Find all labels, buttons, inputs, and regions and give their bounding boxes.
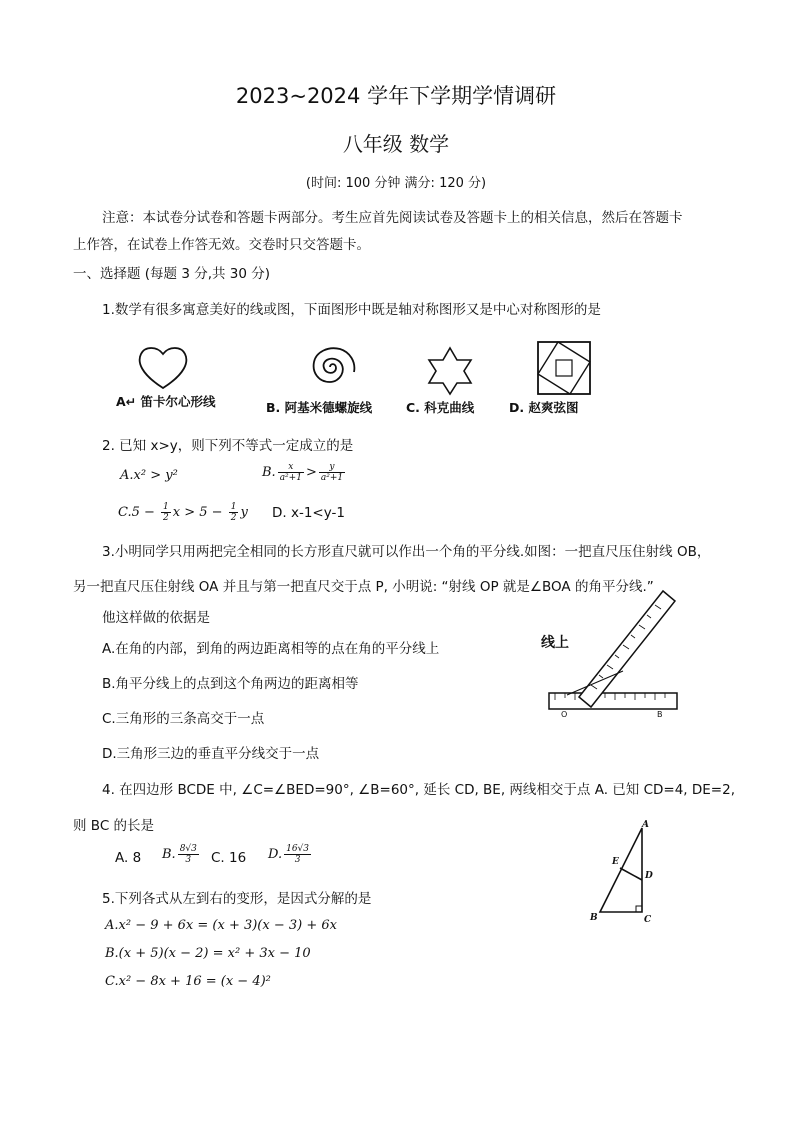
q4-option-c: C. 16: [211, 850, 247, 866]
q3-line-2: 另一把直尺压住射线 OA 并且与第一把直尺交于点 P, 小明说: “射线 OP 就是∠BOA 的角平分线.”: [73, 579, 654, 595]
section-heading: 一、选择题 (每题 3 分,共 30 分): [73, 266, 271, 282]
q4-line-2: 则 BC 的长是: [73, 818, 155, 834]
q5-option-c: C.x² − 8x + 16 = (x − 4)²: [105, 974, 271, 989]
notice-line-1: 注意：本试卷分试卷和答题卡两部分。考生应首先阅读试卷及答题卡上的相关信息，然后在答题卡: [102, 210, 683, 226]
heart-curve-figure: [135, 344, 191, 392]
q3-line-1: 3.小明同学只用两把完全相同的长方形直尺就可以作出一个角的平分线.如图：一把直尺压住射线 OB，: [102, 544, 711, 560]
triangle-figure: [586, 818, 658, 926]
q2-option-a: A.x² > y²: [120, 468, 178, 483]
vertex-a-label: A: [642, 820, 649, 830]
q4-line-1: 4. 在四边形 BCDE 中, ∠C=∠BED=90°, ∠B=60°, 延长 CD, BE, 两线相交于点 A. 已知 CD=4, DE=2,: [102, 782, 736, 798]
q4-option-d: D. $\frac{16√3}{3}$: [268, 844, 310, 865]
q3-option-a: A.在角的内部，到角的两边距离相等的点在角的平分线上: [102, 641, 440, 657]
q3-figure-text: 线上: [541, 635, 569, 651]
vertex-b-label: B: [590, 913, 598, 923]
vertex-d-label: D: [645, 871, 653, 881]
page-title: 2023~2024 学年下学期学情调研: [235, 84, 557, 108]
page-subtitle: 八年级 数学: [342, 132, 450, 156]
q3-option-d: D.三角形三边的垂直平分线交于一点: [102, 746, 320, 762]
q1-caption-b: B. 阿基米德螺旋线: [266, 400, 373, 415]
q2-option-c: C.5 − $\frac{1}{2}$ x > 5 − $\frac{1}{2}$ y: [118, 502, 248, 523]
q1-caption-a: A↵ 笛卡尔心形线: [116, 394, 216, 409]
q1-stem: 1.数学有很多寓意美好的线或图，下面图形中既是轴对称图形又是中心对称图形的是: [102, 302, 601, 318]
q1-caption-d: D. 赵爽弦图: [509, 400, 579, 415]
q3-line-3: 他这样做的依据是: [102, 610, 210, 626]
notice-line-2: 上作答，在试卷上作答无效。交卷时只交答题卡。: [73, 237, 370, 253]
time-info: (时间: 100 分钟 满分: 120 分): [305, 176, 487, 191]
spiral-figure: [300, 342, 360, 392]
zhao-shuang-figure: [536, 340, 592, 396]
q1-caption-c: C. 科克曲线: [406, 400, 475, 415]
q5-stem: 5.下列各式从左到右的变形，是因式分解的是: [102, 891, 372, 907]
q3-option-c: C.三角形的三条高交于一点: [102, 711, 265, 727]
q5-option-b: B.(x + 5)(x − 2) = x² + 3x − 10: [105, 946, 311, 961]
ruler-label-o: O: [561, 710, 568, 717]
two-rulers-figure: [545, 585, 685, 717]
q2-option-b: B. $\frac{x}{\text{a²+1}}$ > $\frac{y}{\text{a²+1}}$: [262, 462, 344, 483]
q3-option-b: B.角平分线上的点到这个角两边的距离相等: [102, 676, 359, 692]
q4-option-b: B. $\frac{8√3}{3}$: [162, 844, 197, 865]
vertex-e-label: E: [612, 857, 619, 867]
q2-option-d: D. x-1<y-1: [272, 505, 345, 521]
ruler-label-b: B: [657, 710, 663, 717]
vertex-c-label: C: [644, 915, 652, 925]
q5-option-a: A.x² − 9 + 6x = (x + 3)(x − 3) + 6x: [105, 918, 337, 933]
q4-option-a: A. 8: [115, 850, 142, 866]
q2-stem: 2. 已知 x>y，则下列不等式一定成立的是: [102, 438, 354, 454]
koch-star-figure: [424, 346, 476, 396]
